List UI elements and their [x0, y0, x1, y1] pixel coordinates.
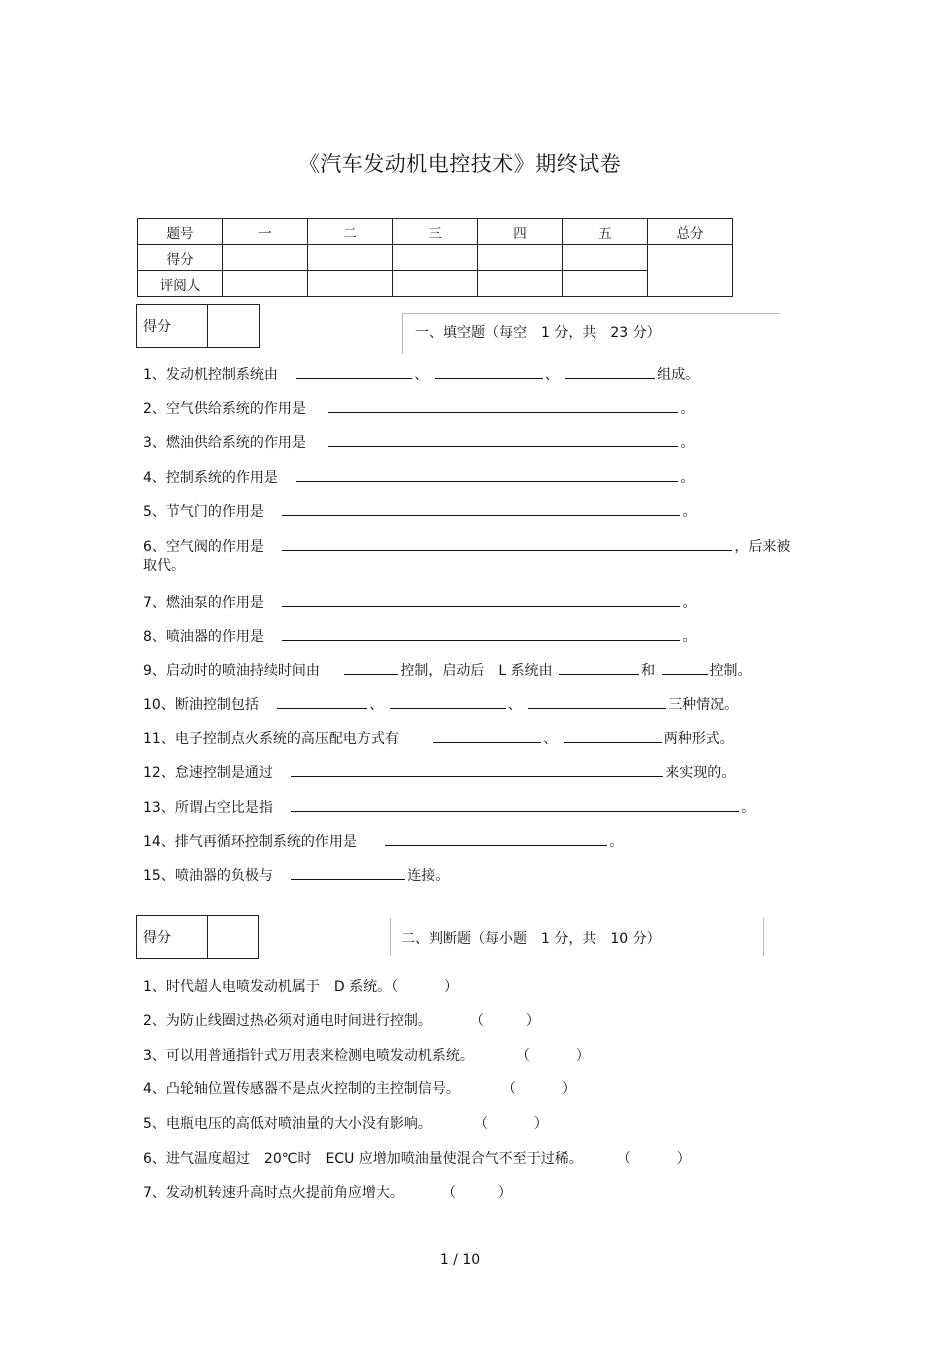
- question-text: 5、电瓶电压的高低对喷油量的大小没有影响。: [143, 1116, 432, 1132]
- question-text: 组成。: [657, 367, 700, 383]
- question-text: 5、节气门的作用是: [143, 504, 264, 520]
- question-2: [143, 398, 694, 418]
- judge-item-6: [143, 1148, 691, 1168]
- question-1: [143, 364, 699, 384]
- question-text: ，后来被: [734, 539, 791, 555]
- question-text: 三种情况。: [668, 697, 739, 713]
- answer-blank[interactable]: [328, 433, 678, 447]
- judge-item-2: [143, 1010, 540, 1030]
- question-5: [143, 501, 696, 521]
- total-score-cell[interactable]: [648, 245, 733, 297]
- judge-item-5: [143, 1113, 548, 1133]
- answer-blank[interactable]: [296, 365, 412, 379]
- answer-blank[interactable]: [291, 866, 405, 880]
- answer-blank[interactable]: [435, 365, 543, 379]
- question-15: [143, 865, 449, 885]
- question-text: 。: [682, 504, 697, 520]
- question-text: 2、空气供给系统的作用是: [143, 401, 306, 417]
- answer-blank[interactable]: [296, 468, 678, 482]
- question-12: [143, 762, 735, 782]
- question-text: 1、发动机控制系统由: [143, 367, 278, 383]
- score-header-cell: 二: [308, 219, 393, 245]
- bracket: ）: [575, 1048, 590, 1064]
- score-cell[interactable]: [393, 245, 478, 271]
- question-text: 。: [682, 595, 697, 611]
- bracket: ）: [561, 1081, 576, 1097]
- bracket: （: [501, 1081, 516, 1097]
- question-text: 11、电子控制点火系统的高压配电方式有: [143, 731, 399, 747]
- judge-item-1: [143, 976, 458, 996]
- question-text: 1、时代超人电喷发动机属于 D 系统。（: [143, 979, 399, 995]
- section1-score-field[interactable]: [208, 305, 259, 347]
- question-6-cont: 取代。: [143, 558, 185, 574]
- answer-blank[interactable]: [385, 832, 607, 846]
- question-8: [143, 626, 696, 646]
- question-text: 3、燃油供给系统的作用是: [143, 435, 306, 451]
- score-header-cell: 总分: [648, 219, 733, 245]
- answer-blank[interactable]: [291, 763, 663, 777]
- answer-blank[interactable]: [662, 661, 708, 675]
- question-text: 12、怠速控制是通过: [143, 765, 273, 781]
- question-text: 来实现的。: [665, 765, 736, 781]
- question-text: 连接。: [407, 868, 450, 884]
- answer-blank[interactable]: [282, 593, 680, 607]
- page-title: 《汽车发动机电控技术》期终试卷: [298, 152, 622, 176]
- question-text: 两种形式。: [663, 731, 734, 747]
- question-text: 6、进气温度超过 20℃时 ECU 应增加喷油量使混合气不至于过稀。: [143, 1151, 583, 1167]
- score-header-cell: 三: [393, 219, 478, 245]
- question-text: 。: [680, 470, 695, 486]
- bracket: （: [441, 1185, 456, 1201]
- bracket: （: [469, 1013, 484, 1029]
- score-cell[interactable]: [223, 245, 308, 271]
- bracket: ）: [533, 1116, 548, 1132]
- question-text: 。: [682, 629, 697, 645]
- separator: 、: [507, 697, 522, 713]
- question-text: 7、燃油泵的作用是: [143, 595, 264, 611]
- question-text: 。: [609, 834, 624, 850]
- section1-heading: 一、填空题（每空 1 分，共 23 分）: [402, 313, 780, 354]
- score-table-row: [138, 271, 733, 297]
- score-header-cell: 一: [223, 219, 308, 245]
- answer-blank[interactable]: [564, 729, 662, 743]
- page-number: 1 / 10: [439, 1252, 481, 1268]
- question-6: [143, 536, 790, 556]
- question-text: 4、凸轮轴位置传感器不是点火控制的主控制信号。: [143, 1081, 460, 1097]
- section2-score-label: 得分: [137, 916, 208, 958]
- question-text: 4、控制系统的作用是: [143, 470, 278, 486]
- question-text: 2、为防止线圈过热必须对通电时间进行控制。: [143, 1013, 432, 1029]
- judge-item-7: [143, 1182, 512, 1202]
- question-9: [143, 660, 752, 680]
- question-text: 8、喷油器的作用是: [143, 629, 264, 645]
- question-7: [143, 592, 696, 612]
- question-text: 15、喷油器的负极与: [143, 868, 273, 884]
- grader-cell[interactable]: [393, 271, 478, 297]
- judge-item-3: [143, 1045, 590, 1065]
- question-text: 控制。: [709, 663, 752, 679]
- answer-blank[interactable]: [565, 365, 655, 379]
- question-text: 和: [641, 663, 656, 679]
- question-text: 10、断油控制包括: [143, 697, 259, 713]
- bracket: （: [515, 1048, 530, 1064]
- separator: 、: [544, 367, 559, 383]
- question-11: [143, 728, 734, 748]
- answer-blank[interactable]: [344, 661, 398, 675]
- answer-blank[interactable]: [328, 399, 678, 413]
- bracket: ）: [444, 979, 459, 995]
- answer-blank[interactable]: [528, 695, 666, 709]
- score-cell[interactable]: [563, 245, 648, 271]
- grader-cell[interactable]: [563, 271, 648, 297]
- bracket: （: [473, 1116, 488, 1132]
- score-cell[interactable]: [308, 245, 393, 271]
- judge-item-4: [143, 1078, 576, 1098]
- question-text: 6、空气阀的作用是: [143, 539, 264, 555]
- score-header-cell: 题号: [138, 219, 223, 245]
- answer-blank[interactable]: [282, 502, 680, 516]
- bracket: ）: [497, 1185, 512, 1201]
- question-text: 7、发动机转速升高时点火提前角应增大。: [143, 1185, 404, 1201]
- bracket: （: [616, 1151, 631, 1167]
- bracket: ）: [676, 1151, 691, 1167]
- section1-score-box: [136, 304, 260, 348]
- answer-blank[interactable]: [433, 729, 541, 743]
- score-header-cell: 四: [478, 219, 563, 245]
- question-text: 。: [680, 401, 695, 417]
- question-13: [143, 797, 755, 817]
- score-row-label: 得分: [138, 245, 223, 271]
- question-text: 13、所谓占空比是指: [143, 800, 273, 816]
- question-text: 控制，启动后 L 系统由: [400, 663, 553, 679]
- score-table: [137, 218, 733, 297]
- score-row-label: 评阅人: [138, 271, 223, 297]
- separator: 、: [369, 697, 384, 713]
- section2-heading: 二、判断题（每小题 1 分，共 10 分）: [390, 918, 764, 956]
- question-14: [143, 831, 623, 851]
- score-header-cell: 五: [563, 219, 648, 245]
- question-text: 9、启动时的喷油持续时间由: [143, 663, 320, 679]
- bracket: ）: [525, 1013, 540, 1029]
- question-text: 。: [741, 800, 756, 816]
- answer-blank[interactable]: [282, 537, 732, 551]
- answer-blank[interactable]: [291, 798, 739, 812]
- answer-blank[interactable]: [559, 661, 639, 675]
- score-cell[interactable]: [478, 245, 563, 271]
- section1-score-label: 得分: [137, 305, 208, 347]
- score-table-row: [138, 245, 733, 271]
- section2-score-box: [136, 915, 259, 959]
- score-table-header-row: [138, 219, 733, 245]
- answer-blank[interactable]: [277, 695, 367, 709]
- question-text: 14、排气再循环控制系统的作用是: [143, 834, 357, 850]
- grader-cell[interactable]: [223, 271, 308, 297]
- question-3: [143, 432, 694, 452]
- question-text: 3、可以用普通指针式万用表来检测电喷发动机系统。: [143, 1048, 474, 1064]
- separator: 、: [543, 731, 558, 747]
- answer-blank[interactable]: [390, 695, 506, 709]
- question-text: 。: [680, 435, 695, 451]
- question-10: [143, 694, 738, 714]
- grader-cell[interactable]: [308, 271, 393, 297]
- grader-cell[interactable]: [478, 271, 563, 297]
- separator: 、: [414, 367, 429, 383]
- answer-blank[interactable]: [282, 627, 680, 641]
- question-4: [143, 467, 694, 487]
- section2-score-field[interactable]: [208, 916, 258, 958]
